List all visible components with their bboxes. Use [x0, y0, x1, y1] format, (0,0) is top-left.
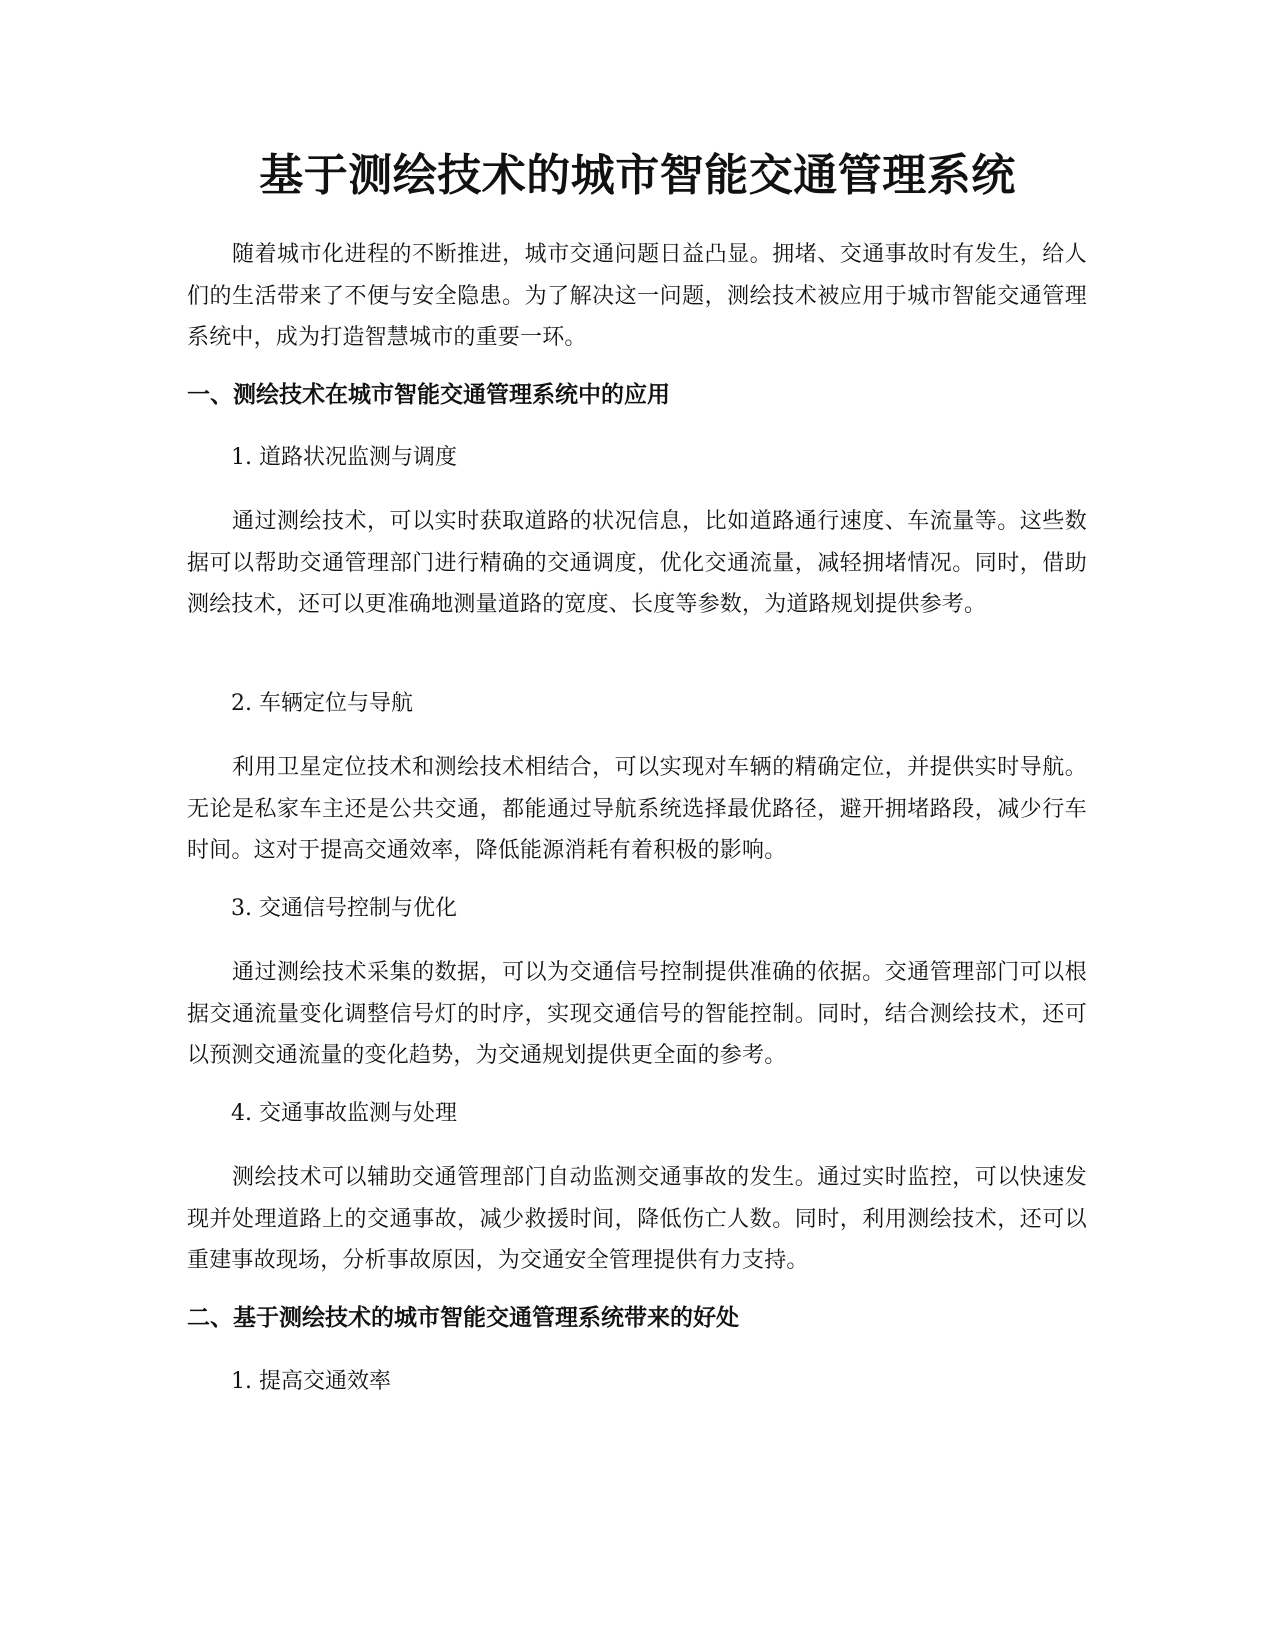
subsection-1-1-body: 通过测绘技术，可以实时获取道路的状况信息，比如道路通行速度、车流量等。这些数据可以帮助交通管理部门进行精确的交通调度，优化交通流量，减轻拥堵情况。同时，借助测绘技术，还可以更准确地测量道路的宽度、长度等参数，为道路规划提供参考。 — [187, 509, 1087, 617]
subsection-1-2-title: 2. 车辆定位与导航 — [231, 691, 413, 716]
subsection-1-2-body: 利用卫星定位技术和测绘技术相结合，可以实现对车辆的精确定位，并提供实时导航。无论是私家车主还是公共交通，都能通过导航系统选择最优路径，避开拥堵路段，减少行车时间。这对于提高交通效率，降低能源消耗有着积极的影响。 — [187, 755, 1087, 863]
subsection-1-4-title: 4. 交通事故监测与处理 — [231, 1101, 457, 1126]
subsection-1-4-body: 测绘技术可以辅助交通管理部门自动监测交通事故的发生。通过实时监控，可以快速发现并处理道路上的交通事故，减少救援时间，降低伤亡人数。同时，利用测绘技术，还可以重建事故现场，分析事故原因，为交通安全管理提供有力支持。 — [187, 1165, 1087, 1273]
section-2-heading: 二、基于测绘技术的城市智能交通管理系统带来的好处 — [187, 1305, 739, 1331]
section-1-heading: 一、测绘技术在城市智能交通管理系统中的应用 — [187, 382, 670, 408]
subsection-1-3-body: 通过测绘技术采集的数据，可以为交通信号控制提供准确的依据。交通管理部门可以根据交通流量变化调整信号灯的时序，实现交通信号的智能控制。同时，结合测绘技术，还可以预测交通流量的变化趋势，为交通规划提供更全面的参考。 — [187, 960, 1087, 1068]
intro-paragraph: 随着城市化进程的不断推进，城市交通问题日益凸显。拥堵、交通事故时有发生，给人们的生活带来了不便与安全隐患。为了解决这一问题，测绘技术被应用于城市智能交通管理系统中，成为打造智慧城市的重要一环。 — [187, 242, 1087, 350]
subsection-1-3-title: 3. 交通信号控制与优化 — [231, 896, 457, 921]
subsection-1-1-title: 1. 道路状况监测与调度 — [231, 445, 457, 470]
subsection-2-1-title: 1. 提高交通效率 — [231, 1369, 391, 1394]
document-title: 基于测绘技术的城市智能交通管理系统 — [259, 150, 1016, 201]
